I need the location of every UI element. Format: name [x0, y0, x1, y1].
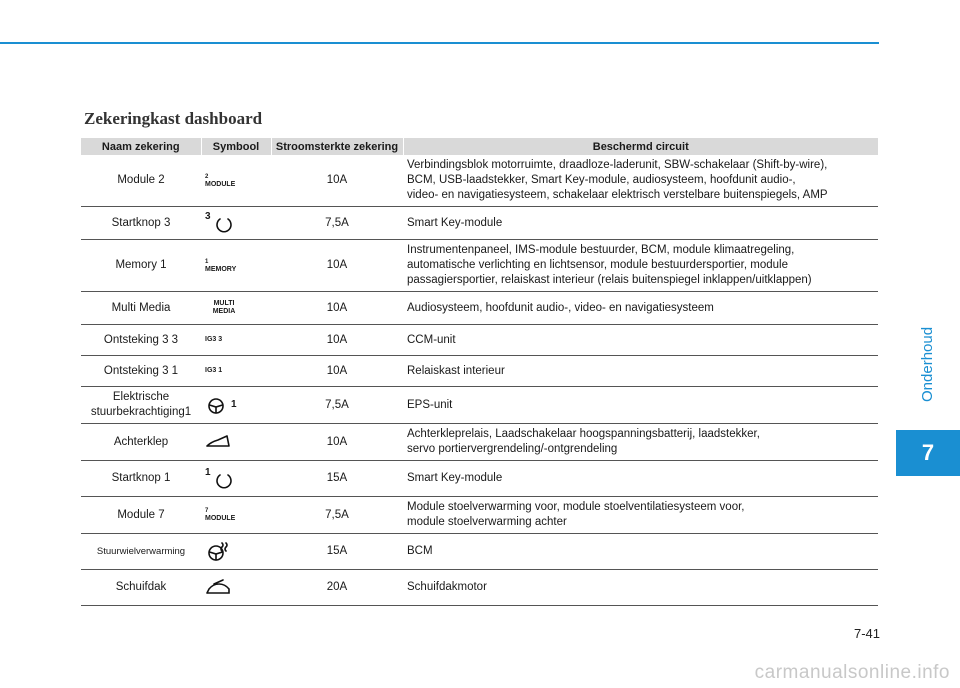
circuit-line: Smart Key-module — [407, 472, 503, 484]
table-header-row — [81, 138, 878, 155]
fuse-name: Module 2 — [81, 155, 201, 207]
protected-circuit — [403, 207, 878, 240]
protected-circuit — [403, 497, 878, 534]
fuse-amperage: 7,5A — [271, 497, 403, 534]
start-button-icon — [205, 466, 237, 489]
fuse-amperage: 15A — [271, 461, 403, 497]
header-rule — [0, 42, 879, 44]
fuse-name: Startknop 1 — [81, 461, 201, 497]
fuse-name: Elektrische stuurbekrachtiging1 — [81, 387, 201, 424]
multimedia-symbol-text — [205, 300, 239, 316]
symbol-label: IG3 1 — [205, 367, 223, 374]
table-row — [81, 356, 878, 387]
module-symbol-text — [205, 173, 235, 189]
circuit-line: passagiersportier, relaiskast interieur (relais buitenspiegel inklappen/uitklappen) — [407, 274, 812, 286]
symbol-label: MODULE — [205, 180, 236, 188]
fuse-amperage: 7,5A — [271, 207, 403, 240]
circuit-line: EPS-unit — [407, 398, 453, 411]
protected-circuit — [403, 240, 878, 292]
table-row — [81, 207, 878, 240]
fuse-symbol — [201, 325, 271, 356]
ig3-symbol-text — [205, 336, 222, 344]
fuse-amperage: 10A — [271, 292, 403, 325]
header-name: Naam zekering — [81, 138, 201, 155]
fuse-symbol — [201, 387, 271, 424]
fuse-name: Ontsteking 3 3 — [81, 325, 201, 356]
symbol-label: MEMORY — [205, 265, 237, 273]
fuse-symbol — [201, 570, 271, 606]
fuse-name: Ontsteking 3 1 — [81, 356, 201, 387]
fuse-amperage: 10A — [271, 325, 403, 356]
fuse-name: Startknop 3 — [81, 207, 201, 240]
fuse-name: Module 7 — [81, 497, 201, 534]
fuse-symbol — [201, 356, 271, 387]
protected-circuit — [403, 570, 878, 606]
symbol-superscript: 7 — [205, 508, 209, 514]
page-title: Zekeringkast dashboard — [84, 109, 263, 128]
fuse-symbol — [201, 497, 271, 534]
header-circuit: Beschermd circuit — [403, 138, 878, 155]
fuse-name: Achterklep — [81, 424, 201, 461]
symbol-label: MODULE — [205, 515, 236, 522]
table-row — [81, 292, 878, 325]
protected-circuit — [403, 424, 878, 461]
table-row — [81, 424, 878, 461]
fuse-name: Multi Media — [81, 292, 201, 325]
steering-wheel-icon — [205, 395, 237, 415]
fuse-symbol — [201, 461, 271, 497]
footer-watermark: carmanualsonline.info — [754, 662, 950, 683]
fuse-symbol — [201, 207, 271, 240]
circuit-line: Smart Key-module — [407, 216, 503, 229]
start-button-icon — [205, 213, 237, 233]
circuit-line: BCM, USB-laadstekker, Smart Key-module, audiosysteem, hoofdunit audio-, — [407, 174, 796, 186]
ig3-symbol-text — [205, 367, 222, 375]
module-symbol-text — [205, 507, 235, 523]
symbol-label: IG3 3 — [205, 336, 223, 343]
fuse-amperage: 10A — [271, 424, 403, 461]
table-row — [81, 534, 878, 570]
circuit-line: automatische verlichting en lichtsensor, module bestuurdersportier, module — [407, 259, 788, 271]
symbol-superscript: 2 — [205, 173, 209, 180]
fuse-amperage: 20A — [271, 570, 403, 606]
side-tab-label: Onderhoud — [919, 326, 936, 402]
fuse-name: Schuifdak — [81, 570, 201, 606]
circuit-line: video- en navigatiesysteem, schakelaar elektrisch verstelbare buitenspiegels, AMP — [407, 189, 828, 201]
fuse-symbol — [201, 292, 271, 325]
circuit-line: Audiosysteem, hoofdunit audio-, video- en navigatiesysteem — [407, 301, 714, 314]
heated-steering-wheel-icon — [205, 542, 231, 562]
protected-circuit — [403, 387, 878, 424]
fuse-amperage: 10A — [271, 155, 403, 207]
circuit-line: Schuifdakmotor — [407, 581, 487, 593]
circuit-line: Verbindingsblok motorruimte, draadloze-laderunit, SBW-schakelaar (Shift-by-wire), — [407, 159, 828, 171]
circuit-line: Relaiskast interieur — [407, 364, 505, 377]
symbol-superscript: 1 — [205, 258, 209, 265]
table-row — [81, 387, 878, 424]
fuse-symbol — [201, 424, 271, 461]
header-symbol: Symbool — [201, 138, 271, 155]
table-row — [81, 155, 878, 207]
circuit-line: Instrumentenpaneel, IMS-module bestuurder, BCM, module klimaatregeling, — [407, 244, 795, 256]
symbol-number: 1 — [231, 399, 237, 410]
protected-circuit — [403, 356, 878, 387]
fuse-amperage: 10A — [271, 356, 403, 387]
fuse-symbol — [201, 155, 271, 207]
table-row — [81, 461, 878, 497]
circuit-line: Achterkleprelais, Laadschakelaar hoogspanningsbatterij, laadstekker, — [407, 428, 760, 440]
symbol-number: 3 — [205, 211, 211, 222]
table-row — [81, 570, 878, 606]
header-amp: Stroomsterkte zekering — [271, 138, 403, 155]
fuse-symbol — [201, 534, 271, 570]
protected-circuit — [403, 155, 878, 207]
tailgate-icon — [205, 432, 231, 452]
fuse-symbol — [201, 240, 271, 292]
circuit-line: CCM-unit — [407, 333, 456, 346]
fuse-amperage: 10A — [271, 240, 403, 292]
protected-circuit — [403, 325, 878, 356]
table-row — [81, 240, 878, 292]
protected-circuit — [403, 461, 878, 497]
memory-symbol-text — [205, 258, 236, 274]
fuse-name: Stuurwielverwarming — [81, 534, 201, 570]
circuit-line: servo portiervergrendeling/-ontgrendeling — [407, 443, 618, 455]
symbol-number: 1 — [205, 466, 211, 478]
fuse-amperage: 15A — [271, 534, 403, 570]
circuit-line: Module stoelverwarming voor, module stoelventilatiesysteem voor, — [407, 501, 745, 513]
fuse-amperage: 7,5A — [271, 387, 403, 424]
protected-circuit — [403, 534, 878, 570]
fuse-name: Memory 1 — [81, 240, 201, 292]
protected-circuit — [403, 292, 878, 325]
table-row — [81, 497, 878, 534]
fuse-table — [81, 138, 878, 606]
chapter-badge: 7 — [896, 430, 960, 476]
sunroof-icon — [205, 578, 231, 598]
page-number: 7-41 — [853, 626, 880, 641]
table-row — [81, 325, 878, 356]
circuit-line: module stoelverwarming achter — [407, 516, 567, 528]
circuit-line: BCM — [407, 545, 433, 557]
symbol-label: MULTI MEDIA — [212, 300, 236, 315]
